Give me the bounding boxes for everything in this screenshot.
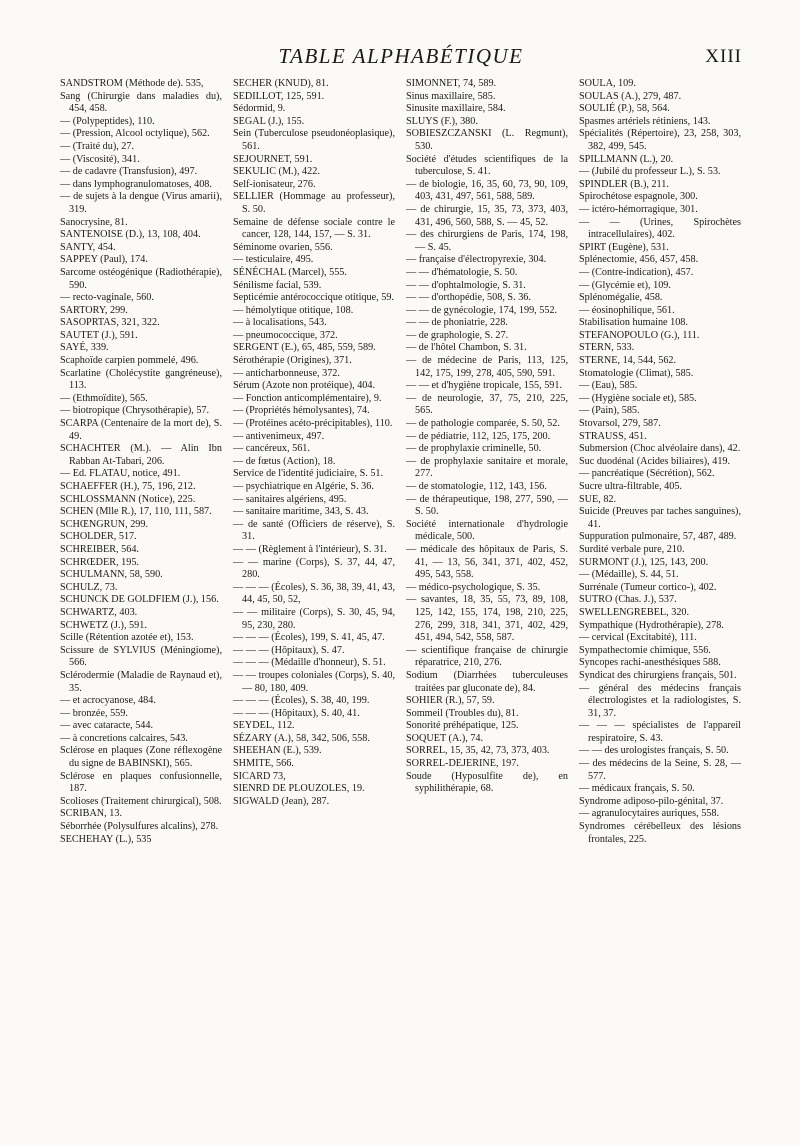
- index-entry: Suc duodénal (Acides biliaires), 419.: [579, 455, 731, 467]
- index-entry: — scientifique française de chirurgie réparatrice, 210, 276.: [406, 644, 568, 669]
- index-entry: — anticharbonneuse, 372.: [233, 367, 340, 379]
- index-entry: — à concretions calcaires, 543.: [60, 732, 188, 744]
- index-entry: — de neurologie, 37, 75, 210, 225, 565.: [406, 392, 568, 417]
- index-entry: SORREL, 15, 35, 42, 73, 373, 403.: [406, 745, 550, 757]
- index-entry: — de prophylaxie sanitaire et morale, 277.: [406, 455, 568, 480]
- index-entry: — général des médecins français électrologistes et la radiologistes, S. 31, 37.: [579, 682, 741, 719]
- index-entry: Surdité verbale pure, 210.: [579, 543, 685, 555]
- index-column-3: [406, 78, 568, 1128]
- index-entry: SUE, 82.: [579, 493, 617, 505]
- index-entry: — de pathologie comparée, S. 50, 52.: [406, 418, 560, 430]
- index-entry: Semaine de défense sociale contre le cancer, 128, 144, 157, — S. 31.: [233, 216, 395, 241]
- index-entry: SOHIER (R.), 57, 59.: [406, 695, 495, 707]
- index-entry: — et acrocyanose, 484.: [60, 695, 156, 707]
- index-entry: SIGWALD (Jean), 287.: [233, 795, 330, 807]
- index-entry: — — (Règlement à l'intérieur), S. 31.: [233, 543, 387, 555]
- index-entry: SAUTET (J.), 591.: [60, 329, 138, 341]
- index-entry: Syncopes rachi-anesthésiques 588.: [579, 657, 721, 669]
- index-entry: — recto-vaginale, 560.: [60, 292, 154, 304]
- index-entry: — de cadavre (Transfusion), 497.: [60, 166, 198, 178]
- index-entry: — de sujets à la dengue (Virus amarii), 319.: [60, 191, 222, 215]
- index-entry: SAPPEY (Paul), 174.: [60, 254, 148, 266]
- index-entry: SCHULZ, 73.: [60, 581, 118, 593]
- index-entry: — pancréatique (Sécrétion), 562.: [579, 468, 715, 480]
- index-entry: Spasmes artériels rétiniens, 143.: [579, 115, 711, 127]
- index-entry: Surrénale (Tumeur cortico-), 402.: [579, 581, 717, 593]
- index-entry: — de santé (Officiers de réserve), S. 31.: [233, 518, 395, 543]
- index-entry: Sympathectomie chimique, 556.: [579, 644, 711, 656]
- index-entry: — — d'hématologie, S. 50.: [406, 266, 518, 278]
- index-entry: SELLIER (Hommage au professeur), S. 50.: [233, 191, 395, 215]
- index-entry: — (Propriétés hémolysantes), 74.: [233, 405, 370, 417]
- index-entry: SECHER (KNUD), 81.: [233, 78, 329, 89]
- index-entry: — (Médaille), S. 44, 51.: [579, 569, 679, 581]
- index-entry: SCHLOSSMANN (Notice), 225.: [60, 493, 196, 505]
- index-entry: Sclérose en plaques (Zone réflexogène du signe de BABINSKI), 565.: [60, 745, 222, 770]
- index-entry: Suppuration pulmonaire, 57, 487, 489.: [579, 531, 737, 543]
- index-entry: SCHREIBER, 564.: [60, 543, 139, 555]
- index-entry: Splénectomie, 456, 457, 458.: [579, 254, 699, 266]
- index-entry: Sclérodermie (Maladie de Raynaud et), 35.: [60, 669, 222, 694]
- index-entry: — — — (Hôpitaux), S. 40, 41.: [233, 707, 360, 719]
- index-entry: — de prophylaxie criminelle, 50.: [406, 443, 542, 455]
- index-entry: SCHULMANN, 58, 590.: [60, 569, 163, 581]
- index-entry: Stabilisation humaine 108.: [579, 317, 688, 329]
- index-entry: — sanitaires algériens, 495.: [233, 493, 347, 505]
- index-columns: [60, 78, 742, 1128]
- index-entry: SHMITE, 566.: [233, 758, 294, 770]
- index-entry: — (Hygiène sociale et), 585.: [579, 392, 697, 404]
- index-entry: SCHEN (Mlle R.), 17, 110, 111, 587.: [60, 506, 212, 518]
- index-entry: Syndromes cérébelleux des lésions frontales, 225.: [579, 821, 741, 845]
- index-entry: SCHACHTER (M.). — Alin Ibn Rabban At-Tabari, 206.: [60, 443, 222, 467]
- index-entry: SCHUNCK DE GOLDFIEM (J.), 156.: [60, 594, 219, 606]
- index-entry: — médico-psychologique, S. 35.: [406, 581, 541, 593]
- index-entry: Sein (Tuberculose pseudonéoplasique), 561.: [233, 128, 395, 152]
- index-column-1: [60, 78, 222, 1128]
- index-entry: SCHOLDER, 517.: [60, 531, 137, 543]
- index-entry: SCARPA (Centenaire de la mort de), S. 49.: [60, 418, 222, 442]
- index-entry: — (Glycémie et), 109.: [579, 279, 671, 291]
- index-entry: — — — (Écoles), S. 36, 38, 39, 41, 43, 44, 45, 50, 52,: [233, 581, 395, 606]
- index-entry: — — d'orthopédie, 508, S. 36.: [406, 292, 531, 304]
- index-entry: — bronzée, 559.: [60, 707, 128, 719]
- index-entry: — (Jubilé du professeur L.), S. 53.: [579, 166, 721, 178]
- index-entry: Sinus maxillaire, 585.: [406, 90, 496, 102]
- index-entry: SPIRT (Eugène), 531.: [579, 241, 669, 253]
- index-entry: — biotropique (Chrysothérapie), 57.: [60, 405, 210, 417]
- index-entry: Sucre ultra-filtrable, 405.: [579, 481, 682, 492]
- index-entry: — des chirurgiens de Paris, 174, 198, — S. 45.: [406, 229, 568, 253]
- index-entry: SECHEHAY (L.), 535: [60, 833, 152, 845]
- index-entry: SOBIESZCZANSKI (L. Regmunt), 530.: [406, 128, 568, 152]
- index-entry: SCRIBAN, 13.: [60, 808, 122, 820]
- index-entry: — hémolytique otitique, 108.: [233, 304, 354, 316]
- index-entry: SARTORY, 299.: [60, 304, 128, 316]
- index-entry: SOULIÉ (P.), 58, 564.: [579, 103, 670, 115]
- index-entry: SUTRO (Chas. J.), 537.: [579, 594, 677, 606]
- index-entry: Sinusite maxillaire, 584.: [406, 103, 506, 115]
- index-entry: — savantes, 18, 35, 55, 73, 89, 108, 125, 142, 155, 174, 198, 210, 225, 276, 299, 318, 341, 371, 402, 429, 451, 494, 542, 558, 587.: [406, 594, 568, 644]
- index-entry: — dans lymphogranulomatoses, 408.: [60, 178, 212, 190]
- index-entry: SEGAL (J.), 155.: [233, 115, 305, 127]
- index-entry: STEFANOPOULO (G.), 111.: [579, 329, 700, 341]
- index-entry: SÉNÉCHAL (Marcel), 555.: [233, 266, 347, 278]
- index-entry: — antivenimeux, 497.: [233, 430, 325, 442]
- index-entry: — (Viscosité), 341.: [60, 153, 140, 165]
- index-entry: SORREL-DEJERINE, 197.: [406, 758, 519, 770]
- index-entry: Scissure de SYLVIUS (Méningiome), 566.: [60, 644, 222, 669]
- page-number: XIII: [705, 46, 742, 67]
- index-entry: SAYÉ, 339.: [60, 342, 109, 354]
- index-entry: Sympathique (Hydrothérapie), 278.: [579, 619, 724, 631]
- index-entry: — de thérapeutique, 198, 277, 590, — S. 50.: [406, 493, 568, 518]
- index-entry: SPILLMANN (L.), 20.: [579, 153, 674, 165]
- index-entry: Sénilisme facial, 539.: [233, 279, 322, 291]
- index-entry: SEDILLOT, 125, 591.: [233, 90, 325, 102]
- index-entry: — — des urologistes français, S. 50.: [579, 745, 729, 757]
- index-entry: Sérum (Azote non protéique), 404.: [233, 380, 376, 392]
- index-entry: Sédormid, 9.: [233, 103, 286, 115]
- index-entry: Spécialités (Répertoire), 23, 258, 303, 382, 499, 545.: [579, 128, 741, 152]
- index-entry: SURMONT (J.), 125, 143, 200.: [579, 556, 709, 568]
- index-entry: Suicide (Preuves par taches sanguines), 41.: [579, 506, 741, 530]
- index-entry: — cancéreux, 561.: [233, 443, 310, 455]
- index-entry: Société internationale d'hydrologie médicale, 500.: [406, 518, 568, 543]
- index-entry: SWELLENGREBEL, 320.: [579, 606, 690, 618]
- index-entry: — agranulocytaires auriques, 558.: [579, 808, 720, 820]
- index-entry: — de fœtus (Action), 18.: [233, 455, 336, 467]
- index-entry: — cervical (Excitabité), 111.: [579, 632, 697, 644]
- index-entry: SOULAS (A.), 279, 487.: [579, 90, 682, 102]
- index-entry: Syndicat des chirurgiens français, 501.: [579, 669, 737, 681]
- index-entry: SPINDLER (B.), 211.: [579, 178, 669, 190]
- index-entry: — — marine (Corps), S. 37, 44, 47, 280.: [233, 556, 395, 581]
- index-entry: — — — (Hôpitaux), S. 47.: [233, 644, 345, 656]
- index-entry: — — militaire (Corps), S. 30, 45, 94, 95, 230, 280.: [233, 606, 395, 631]
- index-column-4: [579, 78, 741, 1128]
- index-entry: — testiculaire, 495.: [233, 254, 314, 266]
- index-entry: STRAUSS, 451.: [579, 430, 647, 442]
- index-entry: — de chirurgie, 15, 35, 73, 373, 403, 431, 496, 560, 588, S. — 45, 52.: [406, 203, 568, 228]
- index-entry: Société d'études scientifiques de la tuberculose, S. 41.: [406, 153, 568, 178]
- index-entry: — des médecins de la Seine, S. 28, — 577.: [579, 758, 741, 782]
- index-entry: — (Ethmoïdite), 565.: [60, 392, 148, 404]
- index-entry: SOULA, 109.: [579, 78, 636, 89]
- index-entry: — sanitaire maritime, 343, S. 43.: [233, 506, 369, 518]
- index-entry: STERNE, 14, 544, 562.: [579, 355, 677, 367]
- index-entry: — (Pression, Alcool octylique), 562.: [60, 128, 210, 140]
- index-entry: SCHŒNGRUN, 299.: [60, 518, 149, 530]
- index-entry: SOQUET (A.), 74.: [406, 732, 484, 744]
- index-entry: SHEEHAN (E.), 539.: [233, 745, 322, 757]
- index-entry: Submersion (Choc alvéolaire dans), 42.: [579, 443, 741, 455]
- index-entry: SEKULIC (M.), 422.: [233, 166, 320, 178]
- index-entry: Sérothérapie (Origines), 371.: [233, 355, 352, 367]
- index-entry: — — d'ophtalmologie, S. 31.: [406, 279, 526, 291]
- index-entry: — — — (Écoles), 199, S. 41, 45, 47.: [233, 632, 385, 644]
- index-entry: — pneumococcique, 372.: [233, 329, 338, 341]
- index-entry: Sommeil (Troubles du), 81.: [406, 707, 519, 719]
- index-entry: — de stomatologie, 112, 143, 156.: [406, 481, 547, 492]
- index-entry: Stomatologie (Climat), 585.: [579, 367, 694, 379]
- index-entry: Séminome ovarien, 556.: [233, 241, 333, 253]
- index-entry: — — — (Écoles), S. 38, 40, 199.: [233, 695, 370, 707]
- index-entry: SCHRŒDER, 195.: [60, 556, 139, 568]
- index-entry: Spirochétose espagnole, 300.: [579, 191, 698, 203]
- index-entry: — médicale des hôpitaux de Paris, S. 41, — 13, 56, 341, 371, 402, 452, 495, 543, 558.: [406, 543, 568, 581]
- index-entry: — — de gynécologie, 174, 199, 552.: [406, 304, 558, 316]
- index-entry: — (Pain), 585.: [579, 405, 640, 417]
- index-entry: SLUYS (F.), 380.: [406, 115, 478, 127]
- index-entry: — — troupes coloniales (Corps), S. 40, — 80, 180, 409.: [233, 669, 395, 694]
- index-entry: Sonorité préhépatique, 125.: [406, 720, 519, 732]
- index-entry: — — et d'hygiène tropicale, 155, 591.: [406, 380, 563, 392]
- index-entry: Séborrhée (Polysulfures alcalins), 278.: [60, 821, 219, 833]
- index-entry: — de pédiatrie, 112, 125, 175, 200.: [406, 430, 551, 442]
- index-entry: — de graphologie, S. 27.: [406, 329, 509, 341]
- index-entry: — (Polypeptides), 110.: [60, 115, 155, 127]
- index-entry: Syndrome adiposo-pilo-génital, 37.: [579, 795, 724, 807]
- index-entry: — médicaux français, S. 50.: [579, 783, 695, 795]
- index-entry: Scaphoïde carpien pommelé, 496.: [60, 355, 199, 367]
- index-entry: — Fonction anticomplémentaire), 9.: [233, 392, 382, 404]
- index-entry: Scille (Rétention azotée et), 153.: [60, 632, 194, 644]
- index-entry: SIENRD DE PLOUZOLES, 19.: [233, 783, 365, 795]
- index-entry: SÉZARY (A.), 58, 342, 506, 558.: [233, 732, 370, 744]
- index-entry: — (Traité du), 27.: [60, 140, 135, 152]
- index-entry: — éosinophilique, 561.: [579, 304, 675, 316]
- index-entry: Septicémie antérococcique otitique, 59.: [233, 292, 394, 304]
- index-entry: SASOPRTAS, 321, 322.: [60, 317, 160, 329]
- index-entry: — à localisations, 543.: [233, 317, 327, 329]
- index-entry: — avec cataracte, 544.: [60, 720, 154, 732]
- index-entry: — — — (Médaille d'honneur), S. 51.: [233, 657, 386, 669]
- index-entry: Splénomégalie, 458.: [579, 292, 663, 304]
- index-entry: — Ed. FLATAU, notice, 491.: [60, 468, 181, 480]
- index-entry: SERGENT (E.), 65, 485, 559, 589.: [233, 342, 376, 354]
- index-entry: Sarcome ostéogénique (Radiothérapie), 590.: [60, 266, 222, 291]
- index-entry: SCHWARTZ, 403.: [60, 606, 138, 618]
- index-entry: Service de l'identité judiciaire, S. 51.: [233, 468, 384, 480]
- page-title: TABLE ALPHABÉTIQUE: [278, 44, 524, 68]
- index-entry: Sanocrysine, 81.: [60, 216, 128, 228]
- page-header: [60, 44, 742, 72]
- index-entry: SICARD 73,: [233, 770, 286, 782]
- index-entry: STERN, 533.: [579, 342, 635, 354]
- index-entry: Soude (Hyposulfite de), en syphilithérapie, 68.: [406, 770, 568, 795]
- index-entry: SEYDEL, 112.: [233, 720, 295, 732]
- index-entry: — — (Urines, Spirochètes intracellulaires), 402.: [579, 216, 741, 241]
- index-entry: Scolioses (Traitement chirurgical), 508.: [60, 795, 222, 807]
- index-entry: — (Eau), 585.: [579, 380, 638, 392]
- index-entry: — de médecine de Paris, 113, 125, 142, 175, 199, 278, 405, 590, 591.: [406, 355, 568, 379]
- index-entry: — (Contre-indication), 457.: [579, 266, 694, 278]
- index-entry: — française d'électropyrexie, 304.: [406, 254, 547, 266]
- index-entry: SEJOURNET, 591.: [233, 153, 313, 165]
- index-entry: — (Protéines acéto-précipitables), 110.: [233, 418, 393, 430]
- index-entry: SCHWETZ (J.), 591.: [60, 619, 147, 631]
- index-entry: SANTENOISE (D.), 13, 108, 404.: [60, 229, 201, 241]
- index-column-2: [233, 78, 395, 1128]
- index-entry: Scarlatine (Cholécystite gangréneuse), 113.: [60, 367, 222, 392]
- index-entry: SANTY, 454.: [60, 241, 116, 253]
- index-entry: — — — spécialistes de l'appareil respiratoire, S. 43.: [579, 720, 741, 744]
- index-entry: SIMONNET, 74, 589.: [406, 78, 497, 89]
- index-entry: SANDSTROM (Méthode de). 535,: [60, 78, 204, 89]
- index-entry: — de l'hôtel Chambon, S. 31.: [406, 342, 527, 354]
- index-entry: Stovarsol, 279, 587.: [579, 418, 661, 430]
- index-entry: — — de phoniatrie, 228.: [406, 317, 508, 329]
- index-entry: — psychiatrique en Algérie, S. 36.: [233, 481, 374, 492]
- index-entry: Sclérose en plaques confusionnelle, 187.: [60, 770, 222, 795]
- index-entry: Sodium (Diarrhées tuberculeuses traitées par gluconate de), 84.: [406, 669, 568, 694]
- index-entry: Sang (Chirurgie dans maladies du), 454, 458.: [60, 90, 222, 115]
- index-entry: — ictéro-hémorragique, 301.: [579, 203, 698, 215]
- index-entry: SCHAEFFER (H.), 75, 196, 212.: [60, 481, 196, 492]
- index-entry: Self-ionisateur, 276.: [233, 178, 316, 190]
- index-entry: — de biologie, 16, 35, 60, 73, 90, 109, 403, 431, 497, 561, 588, 589.: [406, 178, 568, 203]
